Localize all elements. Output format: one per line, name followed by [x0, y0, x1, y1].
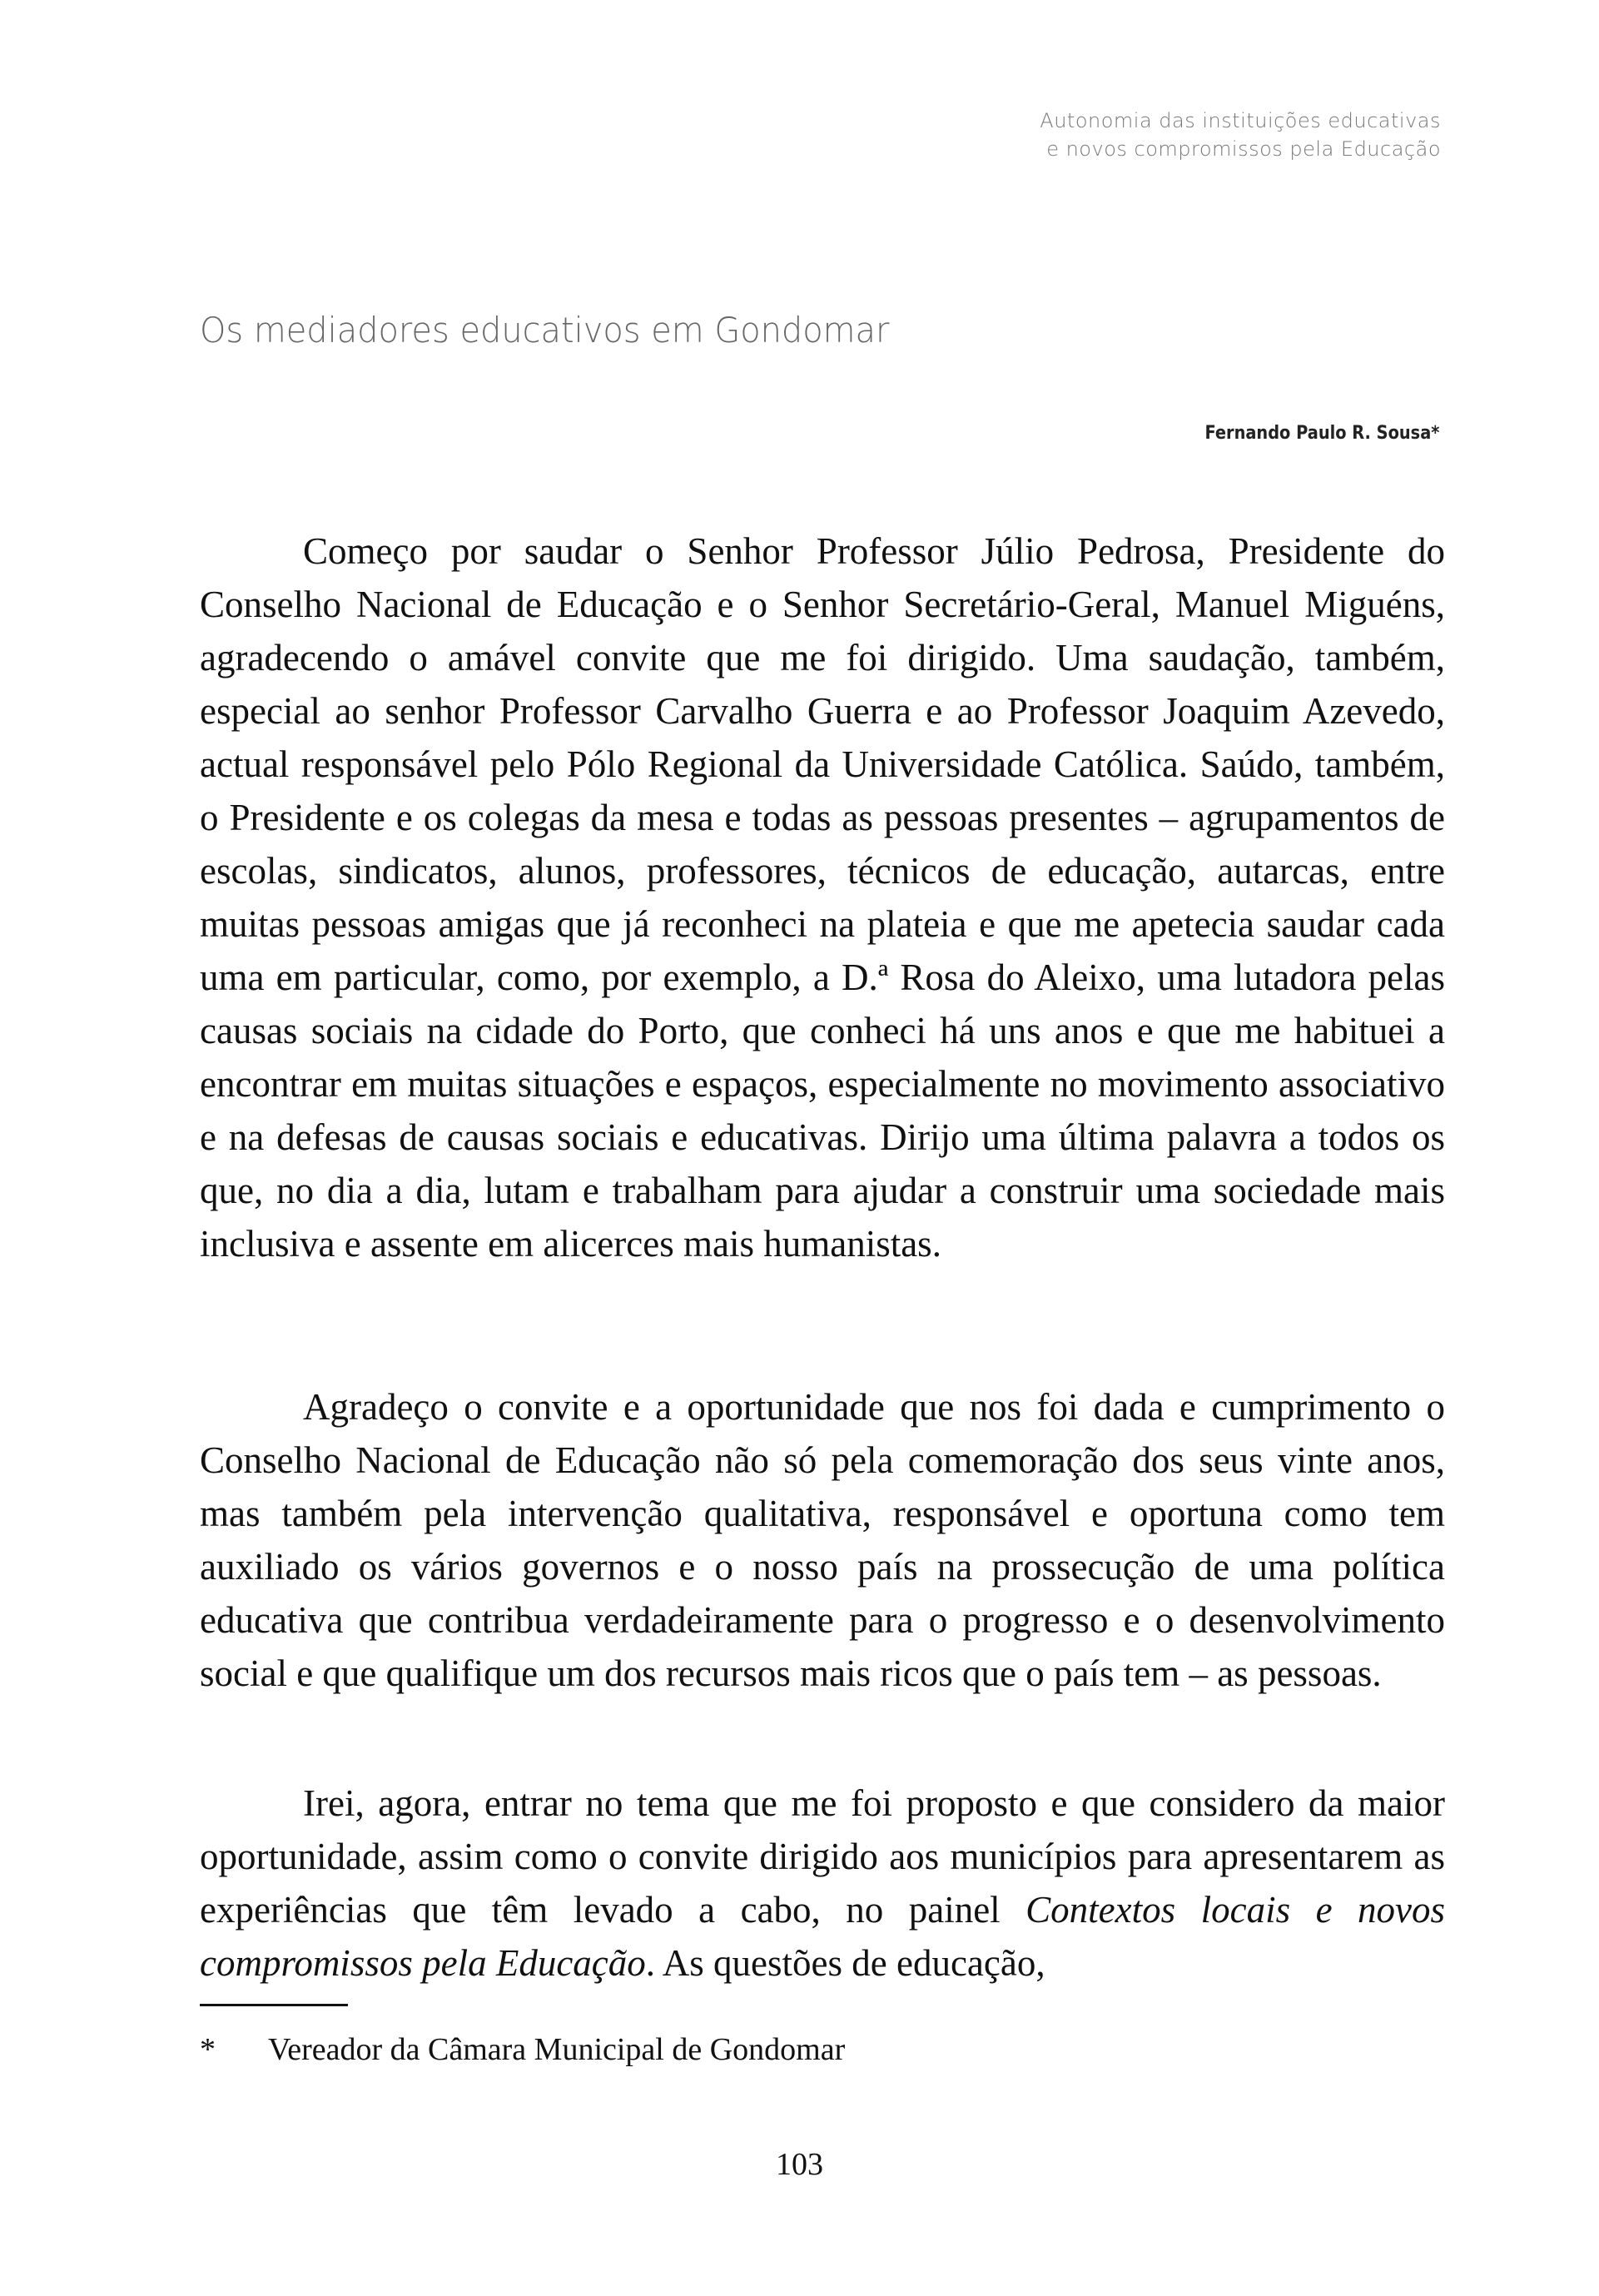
article-title: Os mediadores educativos em Gondomar	[200, 310, 890, 350]
footnote-text: Vereador da Câmara Municipal de Gondomar	[268, 2032, 846, 2067]
footnote	[200, 2031, 845, 2068]
footnote-marker: *	[200, 2032, 216, 2067]
paragraph-text: . As questões de educação,	[645, 1942, 1045, 1984]
footnote-separator	[200, 2004, 348, 2006]
body-paragraph: Agradeço o convite e a oportunidade que nos foi dada e cumprimento o Conselho Nacional de Educação não só pela comemoração dos seus vinte anos, mas também pela intervenção qualitativa, responsável e oportuna como tem auxiliado os vários governos e o nosso país na prossecução de uma política educativa que contribua verdadeiramente para o progresso e o desenvolvimento social e que qualifique um dos recursos mais ricos que o país tem – as pessoas.	[200, 1386, 1445, 1694]
running-head-line-1: Autonomia das instituições educativas	[1040, 109, 1441, 132]
body-paragraph-3-container	[200, 1777, 1445, 1990]
article-author: Fernando Paulo R. Sousa*	[1204, 423, 1439, 444]
paragraph-text: Irei, agora, entrar no tema que me foi proposto e que considero da maior oportunidade, assim como o convite dirigido aos municípios para apresentarem as experiências que têm levado a cabo, no painel	[200, 1782, 1445, 1931]
panel-title-italic: Contextos locais e novos compromissos pela Educação	[200, 1889, 1445, 1984]
body-paragraph	[200, 1777, 1445, 1990]
body-paragraph-2-container	[200, 1380, 1445, 1700]
body-paragraph-1-container	[200, 524, 1445, 1270]
running-head-line-2: e novos compromissos pela Educação	[1046, 137, 1441, 161]
body-paragraph: Começo por saudar o Senhor Professor Júlio Pedrosa, Presidente do Conselho Nacional de Educação e o Senhor Secretário-Geral, Manuel Miguéns, agradecendo o amável convite que me foi dirigido. Uma saudação, também, especial ao senhor Professor Carvalho Guerra e ao Professor Joaquim Azevedo, actual responsável pelo Pólo Regional da Universidade Católica. Saúdo, também, o Presidente e os colegas da mesa e todas as pessoas presentes – agrupamentos de escolas, sindicatos, alunos, professores, técnicos de educação, autarcas, entre muitas pessoas amigas que já reconheci na plateia e que me apetecia saudar cada uma em particular, como, por exemplo, a D.ª Rosa do Aleixo, uma lutadora pelas causas sociais na cidade do Porto, que conheci há uns anos e que me habituei a encontrar em muitas situações e espaços, especialmente no movimento associativo e na defesas de causas sociais e educativas. Dirijo uma última palavra a todos os que, no dia a dia, lutam e trabalham para ajudar a construir uma sociedade mais inclusiva e assente em alicerces mais humanistas.	[200, 530, 1445, 1265]
running-head	[1040, 107, 1441, 163]
page-number: 103	[776, 2147, 823, 2182]
